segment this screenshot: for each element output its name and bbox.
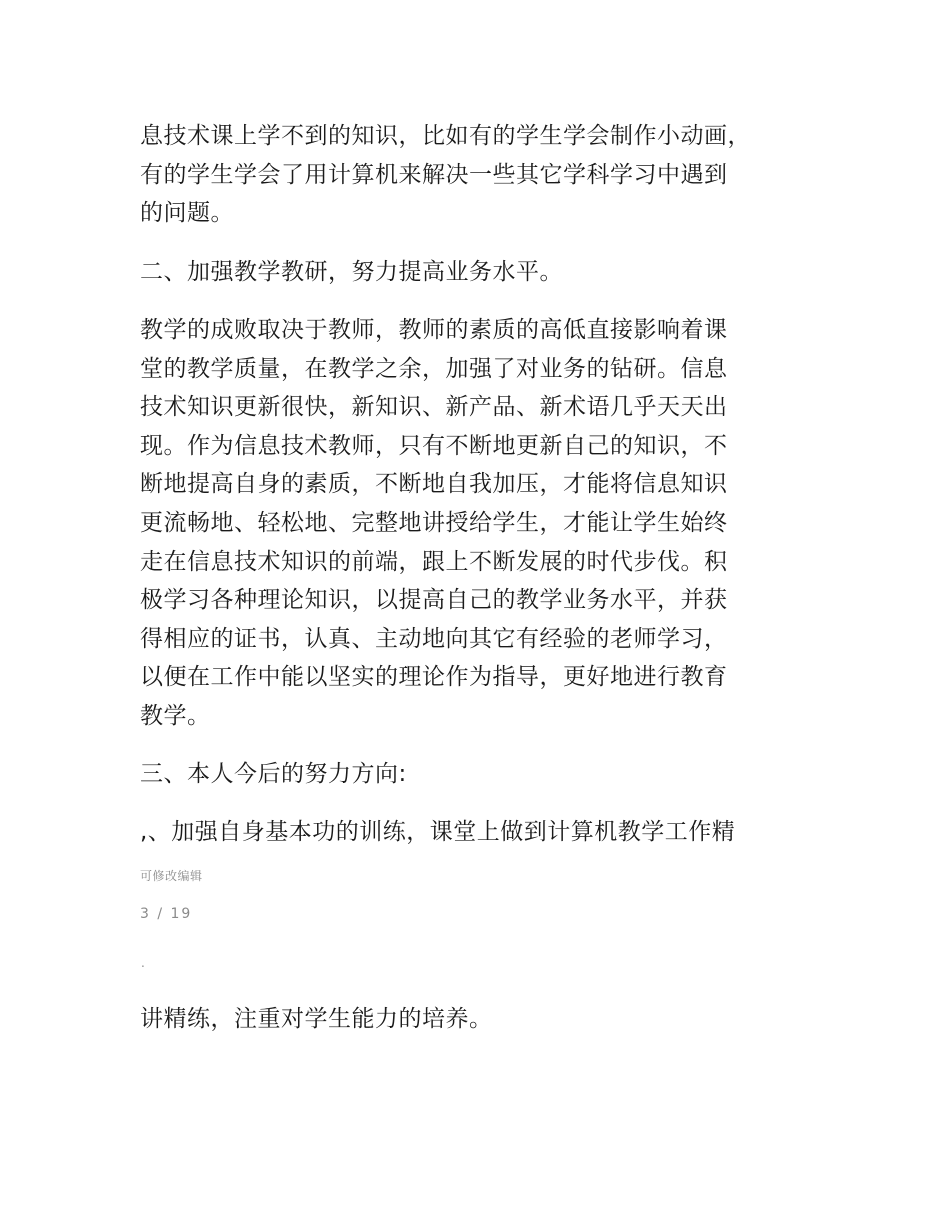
paragraph-2-line: 得相应的证书，认真、主动地向其它有经验的老师学习， bbox=[140, 625, 728, 652]
paragraph-3: ,、加强自身基本功的训练，课堂上做到计算机教学工作精 bbox=[140, 819, 736, 845]
paragraph-1 bbox=[140, 117, 820, 233]
paragraph-2-line: 更流畅地、轻松地、完整地讲授给学生，才能让学生始终 bbox=[140, 509, 728, 536]
paragraph-2-line: 技术知识更新很快，新知识、新产品、新术语几乎天天出 bbox=[140, 394, 728, 421]
paragraph-4: 讲精练，注重对学生能力的培养。 bbox=[140, 1006, 493, 1032]
paragraph-2-line: 断地提高自身的素质，不断地自我加压，才能将信息知识 bbox=[140, 471, 728, 498]
paragraph-2-line: 教学。 bbox=[140, 702, 211, 729]
paragraph-1-line: 的问题。 bbox=[140, 200, 234, 227]
separator-dot: . bbox=[141, 956, 145, 970]
paragraph-2-line: 走在信息技术知识的前端，跟上不断发展的时代步伐。积 bbox=[140, 548, 728, 575]
paragraph-2-line: 教学的成败取决于教师，教师的素质的高低直接影响着课 bbox=[140, 317, 728, 343]
paragraph-2-line: 极学习各种理论知识，以提高自己的教学业务水平，并获 bbox=[140, 587, 728, 614]
paragraph-2 bbox=[140, 311, 820, 736]
paragraph-2-line: 以便在工作中能以坚实的理论作为指导，更好地进行教育 bbox=[140, 664, 728, 691]
page-number: 3 / 19 bbox=[140, 906, 193, 922]
paragraph-1-line: 有的学生学会了用计算机来解决一些其它学科学习中遇到 bbox=[140, 161, 728, 188]
section-heading-2: 二、加强教学教研，努力提高业务水平。 bbox=[140, 259, 563, 285]
section-heading-3: 三、本人今后的努力方向: bbox=[140, 761, 407, 787]
paragraph-1-line: 息技术课上学不到的知识，比如有的学生学会制作小动画， bbox=[140, 123, 751, 149]
paragraph-2-line: 现。作为信息技术教师，只有不断地更新自己的知识，不 bbox=[140, 432, 728, 459]
footer-note: 可修改编辑 bbox=[140, 869, 203, 883]
paragraph-2-line: 堂的教学质量，在教学之余，加强了对业务的钻研。信息 bbox=[140, 355, 728, 382]
